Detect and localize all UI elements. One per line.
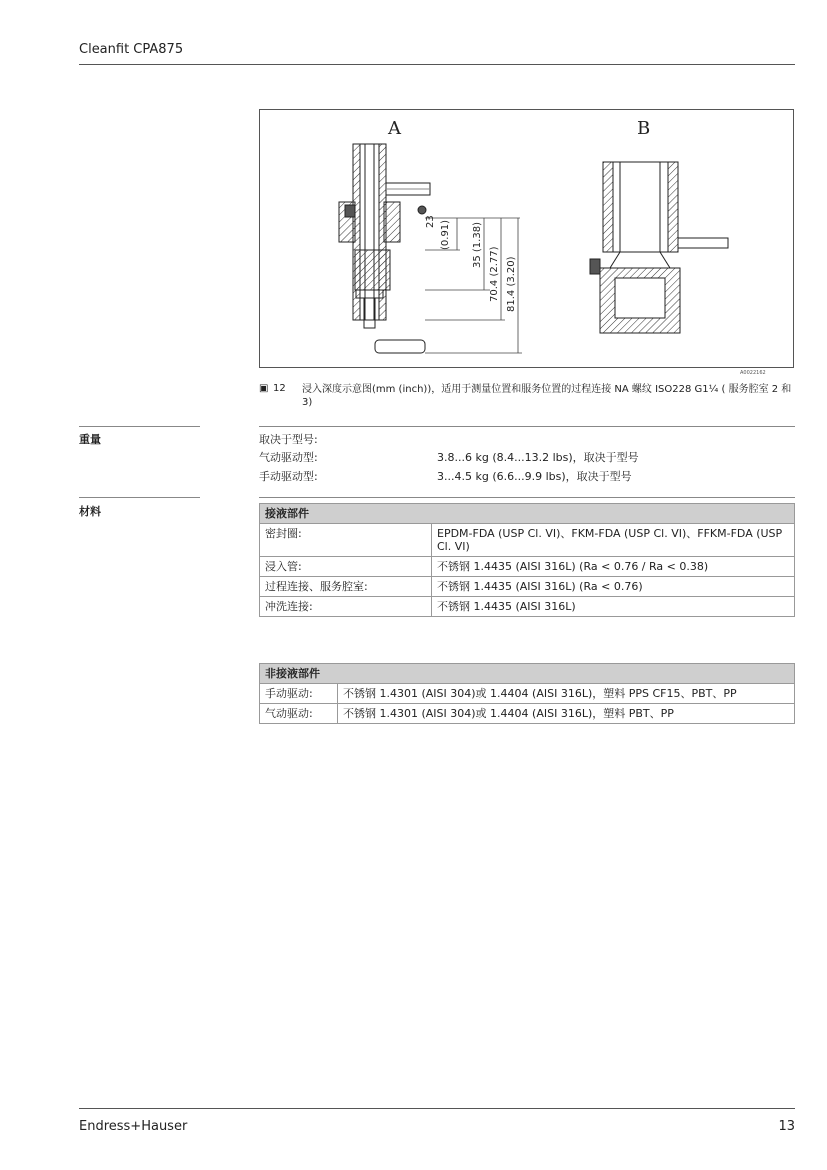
material-value: EPDM-FDA (USP Cl. VI)、FKM-FDA (USP Cl. VI)、FFKM-FDA (USP Cl. VI)	[432, 524, 795, 557]
dim-label-704: 70.4 (2.77)	[489, 246, 500, 302]
wetted-parts-header: 接液部件	[260, 504, 795, 524]
figure-icon: ▣	[259, 383, 269, 394]
material-name: 气动驱动:	[260, 704, 338, 724]
figure-label-a: A	[388, 118, 401, 139]
weight-row-value: 3.8...6 kg (8.4...13.2 lbs)，取决于型号	[437, 451, 639, 464]
material-value: 不锈钢 1.4435 (AISI 316L) (Ra < 0.76 / Ra < 0.38)	[432, 557, 795, 577]
material-value: 不锈钢 1.4435 (AISI 316L)	[432, 597, 795, 617]
drawing-a	[339, 144, 430, 353]
weight-label: 重量	[79, 433, 101, 446]
section-divider-left	[79, 497, 200, 498]
table-row	[260, 704, 795, 724]
figure-code: A0022162	[740, 370, 766, 376]
figure-number: 12	[273, 383, 286, 394]
table-row	[260, 597, 795, 617]
dim-label-814: 81.4 (3.20)	[506, 256, 517, 312]
page-number: 13	[778, 1119, 795, 1134]
wetted-parts-table	[259, 503, 795, 617]
material-value: 不锈钢 1.4301 (AISI 304)或 1.4404 (AISI 316L)，塑料 PBT、PP	[338, 704, 795, 724]
technical-drawing	[260, 110, 793, 367]
dim-label-35: 35 (1.38)	[472, 222, 483, 268]
material-value: 不锈钢 1.4435 (AISI 316L) (Ra < 0.76)	[432, 577, 795, 597]
section-divider-right	[259, 426, 795, 427]
material-name: 手动驱动:	[260, 684, 338, 704]
figure-frame	[259, 109, 794, 368]
material-name: 冲洗连接:	[260, 597, 432, 617]
dim-label-091: (0.91)	[440, 219, 451, 250]
nonwetted-parts-header: 非接液部件	[260, 664, 795, 684]
footer-divider	[79, 1108, 795, 1109]
weight-row-name: 手动驱动型:	[259, 470, 318, 483]
header-divider	[79, 64, 795, 65]
table-row	[260, 684, 795, 704]
weight-intro: 取决于型号:	[259, 433, 318, 446]
materials-label: 材料	[79, 505, 101, 518]
section-divider-right	[259, 497, 795, 498]
material-name: 密封圈:	[260, 524, 432, 557]
section-divider-left	[79, 426, 200, 427]
table-row	[260, 557, 795, 577]
material-value: 不锈钢 1.4301 (AISI 304)或 1.4404 (AISI 316L)，塑料 PPS CF15、PBT、PP	[338, 684, 795, 704]
document-title: Cleanfit CPA875	[79, 42, 184, 57]
material-name: 浸入管:	[260, 557, 432, 577]
dim-label-23: 23	[425, 215, 436, 228]
table-row	[260, 577, 795, 597]
drawing-b	[590, 162, 728, 333]
figure-label-b: B	[637, 118, 651, 139]
figure-caption: 浸入深度示意图(mm (inch))，适用于测量位置和服务位置的过程连接 NA 螺纹 ISO228 G1¼ ( 服务腔室 2 和 3)	[302, 384, 792, 408]
weight-row-name: 气动驱动型:	[259, 451, 318, 464]
material-name: 过程连接、服务腔室:	[260, 577, 432, 597]
footer-brand: Endress+Hauser	[79, 1119, 188, 1134]
table-row	[260, 524, 795, 557]
weight-row-value: 3...4.5 kg (6.6...9.9 lbs)，取决于型号	[437, 470, 632, 483]
nonwetted-parts-table	[259, 663, 795, 724]
